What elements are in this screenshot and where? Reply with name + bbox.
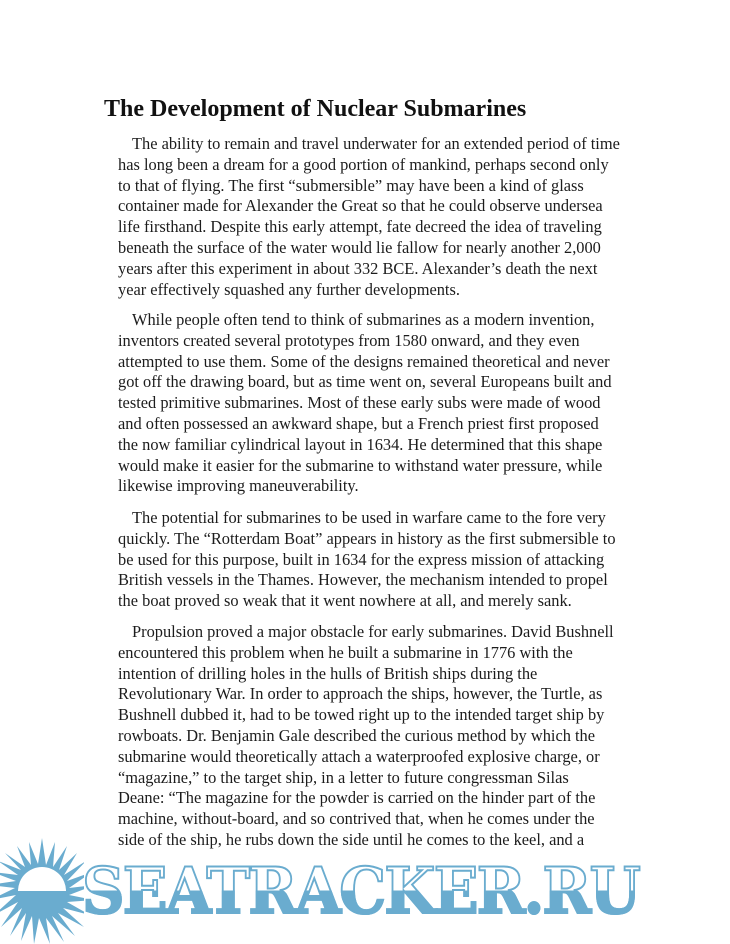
text-line: year effectively squashed any further developments. bbox=[118, 279, 460, 299]
text-line: inventors created several prototypes from 1580 onward, and they even bbox=[118, 330, 580, 350]
text-line: the now familiar cylindrical layout in 1634. He determined that this shape bbox=[118, 434, 603, 454]
text-line: Revolutionary War. In order to approach the ships, however, the Turtle, as bbox=[118, 684, 603, 704]
text-line: years after this experiment in about 332 BCE. Alexander’s death the next bbox=[118, 258, 598, 278]
text-line: intention of drilling holes in the hulls of British ships during the bbox=[118, 663, 538, 683]
text-line: attempted to use them. Some of the designs remained theoretical and never bbox=[118, 351, 610, 371]
text-line: “magazine,” to the target ship, in a letter to future congressman Silas bbox=[118, 767, 569, 787]
text-line: Bushnell dubbed it, had to be towed right up to the intended target ship by bbox=[118, 705, 605, 725]
text-line: Propulsion proved a major obstacle for early submarines. David Bushnell bbox=[132, 622, 614, 641]
text-line: encountered this problem when he built a submarine in 1776 with the bbox=[118, 642, 573, 662]
text-line: to that of flying. The first “submersible” may have been a kind of glass bbox=[118, 175, 584, 195]
text-line: beneath the surface of the water would lie fallow for nearly another 2,000 bbox=[118, 237, 601, 257]
paragraph-1 bbox=[118, 134, 658, 300]
text-line: The potential for submarines to be used in warfare came to the fore very bbox=[132, 508, 606, 527]
text-line: The ability to remain and travel underwater for an extended period of time bbox=[132, 134, 620, 153]
paragraph-3 bbox=[118, 508, 658, 612]
paragraph-2 bbox=[118, 310, 658, 497]
text-line: quickly. The “Rotterdam Boat” appears in history as the first submersible to bbox=[118, 528, 616, 548]
text-line: While people often tend to think of submarines as a modern invention, bbox=[132, 310, 595, 329]
text-line: tested primitive submarines. Most of these early subs were made of wood bbox=[118, 393, 601, 413]
text-line: machine, without-board, and so contrived that, when he comes under the bbox=[118, 809, 595, 829]
text-line: Deane: “The magazine for the powder is carried on the hinder part of the bbox=[118, 788, 596, 808]
watermark bbox=[0, 838, 730, 944]
text-line: the boat proved so weak that it went nowhere at all, and merely sank. bbox=[118, 591, 572, 611]
text-line: has long been a dream for a good portion of mankind, perhaps second only bbox=[118, 154, 609, 174]
text-line: would make it easier for the submarine to withstand water pressure, while bbox=[118, 455, 603, 475]
text-line: life firsthand. Despite this early attempt, fate decreed the idea of traveling bbox=[118, 217, 602, 237]
text-line: likewise improving maneuverability. bbox=[118, 476, 359, 496]
paragraph-4 bbox=[118, 622, 658, 851]
text-line: container made for Alexander the Great so that he could observe undersea bbox=[118, 196, 603, 216]
watermark-text: SEATRACKER.RU bbox=[82, 854, 640, 929]
text-line: got off the drawing board, but as time went on, several Europeans built and bbox=[118, 372, 612, 392]
text-line: and often possessed an awkward shape, but a French priest first proposed bbox=[118, 413, 599, 433]
text-line: side of the ship, he rubs down the side until he comes to the keel, and a bbox=[118, 829, 585, 849]
sun-over-sea-icon bbox=[0, 838, 84, 944]
text-line: British vessels in the Thames. However, the mechanism intended to propel bbox=[118, 570, 608, 590]
text-line: be used for this purpose, built in 1634 for the express mission of attacking bbox=[118, 549, 605, 569]
text-line: submarine would theoretically attach a waterproofed explosive charge, or bbox=[118, 746, 600, 766]
page-title: The Development of Nuclear Submarines bbox=[104, 96, 527, 122]
text-line: rowboats. Dr. Benjamin Gale described the curious method by which the bbox=[118, 725, 596, 745]
